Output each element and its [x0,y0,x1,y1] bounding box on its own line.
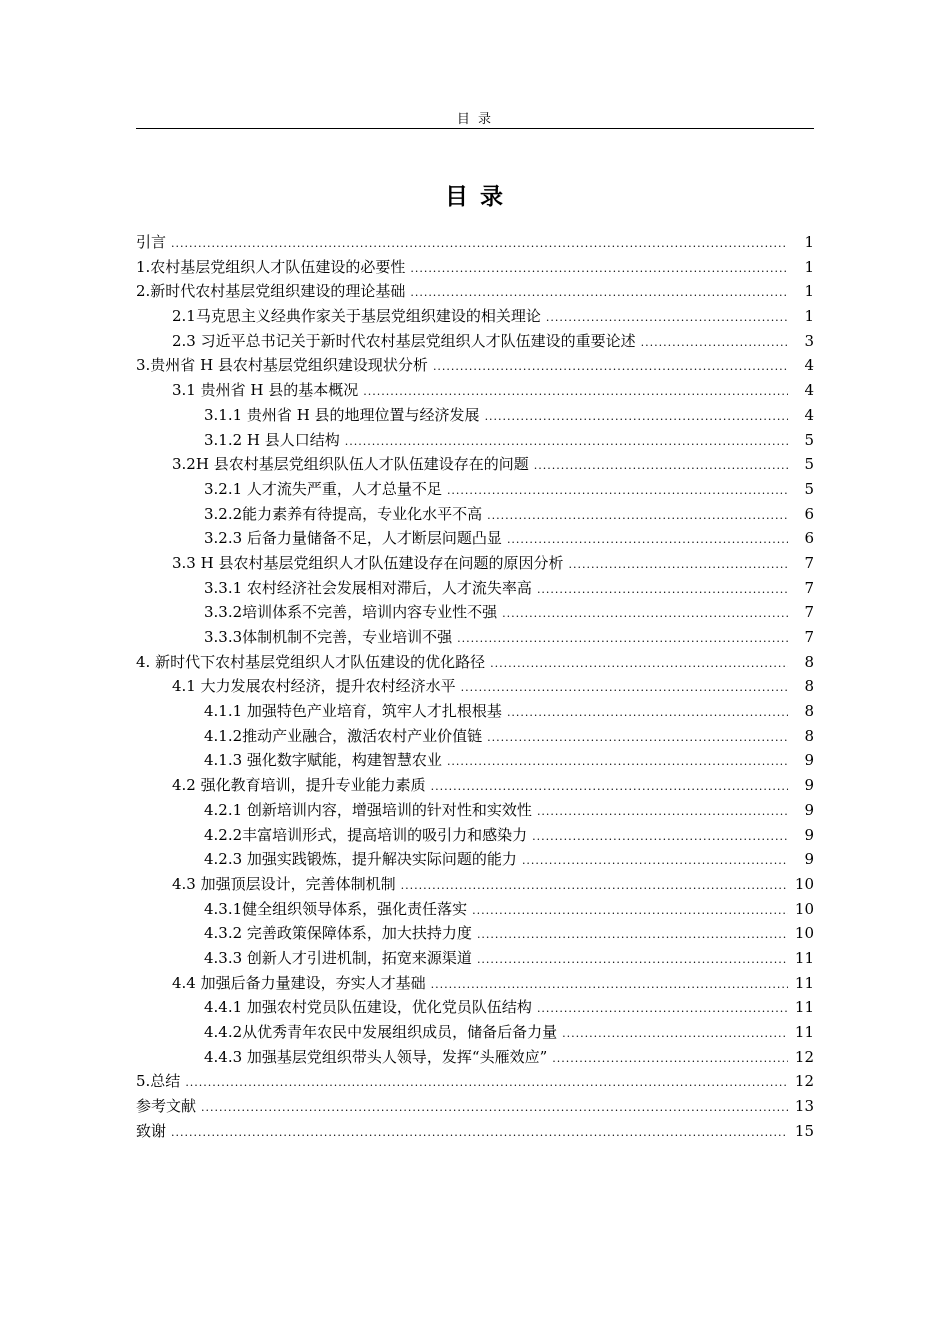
toc-entry-label: 4.4.2从优秀青年农民中发展组织成员，储备后备力量 [204,1023,558,1041]
toc-entry-label: 4.3.1健全组织领导体系，强化责任落实 [204,899,468,918]
toc-entry-label: 4.1.1 加强特色产业培育，筑牢人才扎根根基 [204,702,502,721]
toc-entry[interactable] [136,1094,814,1119]
toc-entry[interactable] [136,230,814,255]
toc-entry-page-number: 9 [804,850,814,869]
toc-entry-label: 4.3.3 创新人才引进机制，拓宽来源渠道 [204,948,472,967]
toc-entry-label: 4. 新时代下农村基层党组织人才队伍建设的优化路径 [136,652,486,671]
toc-entry-page-number: 8 [804,652,814,671]
toc-entry-label: 4.4.3 加强基层党组织带头人领导，发挥“头雁效应” [204,1047,548,1066]
toc-entry-page-number: 10 [794,924,814,943]
dot-leader [502,602,788,627]
toc-entry[interactable] [136,329,814,354]
dot-leader [487,726,788,751]
toc-entry-label: 4.2.1 创新培训内容，增强培训的针对性和实效性 [204,800,532,819]
toc-entry[interactable] [136,798,814,823]
toc-entry-label: 3.1 贵州省 H 县的基本概况 [172,381,359,400]
dot-leader [171,232,788,257]
dot-leader [201,1096,788,1121]
toc-entry-label: 3.2.1 人才流失严重，人才总量不足 [204,479,442,498]
dot-leader [552,1047,788,1072]
dot-leader [507,528,788,553]
toc-entry-page-number: 10 [794,874,814,893]
dot-leader [457,627,788,652]
toc-entry[interactable] [136,847,814,872]
dot-leader [401,874,788,899]
dot-leader [522,849,788,874]
toc-entry-label: 3.3.1 农村经济社会发展相对滞后，人才流失率高 [204,578,532,597]
toc-entry-label: 4.2.3 加强实践锻炼，提升解决实际问题的能力 [204,850,517,869]
toc-entry-label: 2.1马克思主义经典作家关于基层党组织建设的相关理论 [172,307,541,326]
toc-entry[interactable] [136,279,814,304]
dot-leader [490,652,788,677]
toc-entry-page-number: 4 [804,405,814,424]
toc-entry-page-number: 4 [804,381,814,400]
toc-entry[interactable] [136,650,814,675]
toc-entry-label: 4.3 加强顶层设计，完善体制机制 [172,874,396,893]
dot-leader [363,380,788,405]
dot-leader [487,504,788,529]
dot-leader [568,553,788,578]
dot-leader [537,997,788,1022]
toc-entry-label: 2.3 习近平总书记关于新时代农村基层党组织人才队伍建设的重要论述 [172,331,636,350]
toc-entry[interactable] [136,971,814,996]
toc-entry-page-number: 10 [794,899,814,918]
toc-entry-label: 致谢 [136,1121,167,1140]
toc-entry-label: 3.3.3体制机制不完善，专业培训不强 [204,628,453,646]
dot-leader [532,825,788,850]
toc-entry[interactable] [136,921,814,946]
dot-leader [433,355,788,380]
toc-entry-page-number: 6 [804,529,814,548]
toc-entry-page-number: 3 [804,331,814,350]
toc-entry-page-number: 1 [804,282,814,301]
dot-leader [185,1071,788,1096]
toc-entry[interactable] [136,477,814,502]
dot-leader [171,1121,788,1146]
toc-entry-label: 3.1.1 贵州省 H 县的地理位置与经济发展 [204,405,480,424]
toc-entry-page-number: 12 [794,1072,814,1091]
toc-entry-page-number: 5 [804,430,814,449]
toc-entry-label: 参考文献 [136,1097,197,1116]
toc-entry[interactable] [136,502,814,527]
toc-entry-page-number: 11 [794,998,814,1017]
toc-entry-page-number: 1 [804,257,814,276]
toc-entry-label: 3.2.3 后备力量储备不足，人才断层问题凸显 [204,529,502,548]
toc-entry[interactable] [136,1119,814,1144]
dot-leader [537,578,788,603]
toc-entry-label: 4.3.2 完善政策保障体系，加大扶持力度 [204,924,472,943]
page-title: 目 录 [444,184,505,210]
dot-leader [410,281,788,306]
toc-entry-label: 2.新时代农村基层党组织建设的理论基础 [136,282,406,301]
toc-entry-page-number: 6 [804,504,814,523]
toc-entry[interactable] [136,353,814,378]
toc-entry-label: 4.1.3 强化数字赋能，构建智慧农业 [204,751,442,770]
toc-entry-page-number: 5 [804,479,814,498]
toc-entry-page-number: 1 [804,307,814,326]
toc-entry-page-number: 7 [804,578,814,597]
toc-entry[interactable] [136,378,814,403]
toc-entry[interactable] [136,872,814,897]
toc-entry-label: 3.贵州省 H 县农村基层党组织建设现状分析 [136,356,428,375]
toc-entry[interactable] [136,946,814,971]
toc-entry[interactable] [136,428,814,453]
toc-entry-page-number: 5 [804,455,814,474]
toc-entry-page-number: 1 [804,233,814,251]
toc-entry-page-number: 11 [794,973,814,992]
toc-entry-page-number: 9 [804,751,814,770]
dot-leader [472,899,788,924]
toc-entry-page-number: 7 [804,603,814,622]
dot-leader [477,948,788,973]
toc-entry-label: 4.1 大力发展农村经济，提升农村经济水平 [172,677,456,696]
toc-entry-page-number: 8 [804,702,814,721]
toc-entry[interactable] [136,823,814,848]
toc-entry[interactable] [136,674,814,699]
toc-entry[interactable] [136,699,814,724]
toc-entry-page-number: 8 [804,726,814,745]
toc-entry-page-number: 9 [804,776,814,795]
toc-entry-page-number: 13 [794,1097,814,1116]
toc-entry-label: 引言 [136,233,167,251]
dot-leader [447,479,788,504]
toc-entry-label: 3.3 H 县农村基层党组织人才队伍建设存在问题的原因分析 [172,553,564,572]
toc-entry[interactable] [136,403,814,428]
dot-leader [546,306,788,331]
toc-entry[interactable] [136,1045,814,1070]
toc-entry-page-number: 7 [804,553,814,572]
toc-entry-label: 3.3.2培训体系不完善，培训内容专业性不强 [204,603,498,622]
toc-entry[interactable] [136,897,814,922]
dot-leader [461,676,788,701]
dot-leader [507,701,788,726]
toc-entry[interactable] [136,724,814,749]
toc-entry-label: 5.总结 [136,1072,181,1091]
toc-entry[interactable] [136,1069,814,1094]
table-of-contents [136,230,814,1143]
toc-entry-label: 3.2.2能力素养有待提高，专业化水平不高 [204,504,483,523]
dot-leader [562,1022,788,1047]
toc-entry[interactable] [136,576,814,601]
dot-leader [447,750,788,775]
toc-entry-page-number: 11 [794,948,814,967]
dot-leader [534,454,788,479]
toc-entry[interactable] [136,551,814,576]
toc-entry[interactable] [136,304,814,329]
toc-entry[interactable] [136,748,814,773]
toc-entry[interactable] [136,452,814,477]
toc-entry-label: 4.1.2推动产业融合，激活农村产业价值链 [204,726,483,745]
toc-entry-page-number: 4 [804,356,814,375]
toc-entry-page-number: 7 [804,628,814,646]
toc-entry-page-number: 8 [804,677,814,696]
toc-entry-page-number: 15 [794,1121,814,1140]
dot-leader [410,257,788,282]
running-header: 目 录 [456,112,494,127]
toc-entry[interactable] [136,526,814,551]
toc-entry[interactable] [136,255,814,280]
dot-leader [477,923,788,948]
toc-entry-label: 4.2.2丰富培训形式，提高培训的吸引力和感染力 [204,825,528,844]
toc-entry-label: 1.农村基层党组织人才队伍建设的必要性 [136,257,406,276]
header-rule [136,128,814,129]
toc-entry-label: 3.1.2 H 县人口结构 [204,430,340,449]
toc-entry-label: 4.2 强化教育培训，提升专业能力素质 [172,776,426,795]
dot-leader [431,775,788,800]
dot-leader [345,430,788,455]
toc-entry-page-number: 12 [794,1047,814,1066]
toc-entry[interactable] [136,1020,814,1045]
toc-entry[interactable] [136,773,814,798]
toc-entry-label: 4.4 加强后备力量建设，夯实人才基础 [172,973,426,992]
dot-leader [641,331,788,356]
toc-entry[interactable] [136,600,814,625]
toc-entry-page-number: 9 [804,825,814,844]
toc-entry[interactable] [136,625,814,650]
toc-entry-page-number: 11 [794,1023,814,1041]
toc-entry-label: 3.2H 县农村基层党组织队伍人才队伍建设存在的问题 [172,455,529,474]
dot-leader [431,973,788,998]
dot-leader [485,405,788,430]
toc-entry-page-number: 9 [804,800,814,819]
toc-entry-label: 4.4.1 加强农村党员队伍建设，优化党员队伍结构 [204,998,532,1017]
toc-entry[interactable] [136,995,814,1020]
dot-leader [537,800,788,825]
